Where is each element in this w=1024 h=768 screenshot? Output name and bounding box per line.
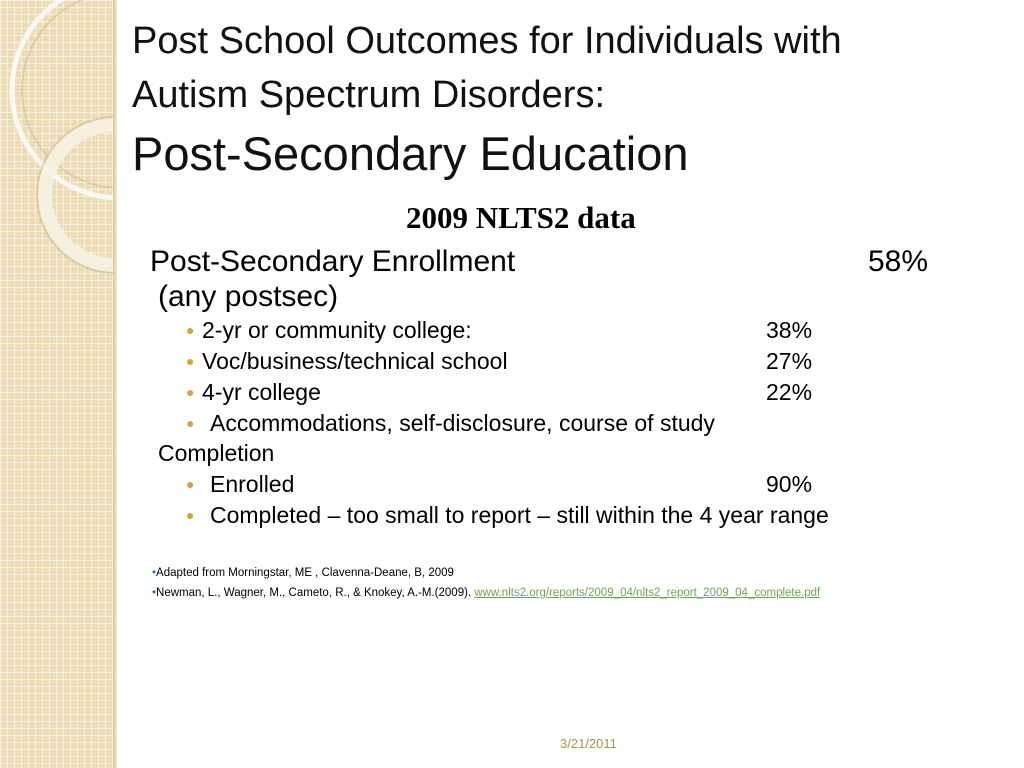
enrollment-item-value: 22%	[766, 379, 813, 405]
completion-item-value: 90%	[766, 471, 813, 497]
bullet-icon: ●	[186, 415, 195, 431]
enrollment-sublabel: (any postsec)	[158, 280, 339, 313]
reference-1-text: Adapted from Morningstar, ME , Clavenna-Deane, B, 2009	[156, 567, 454, 579]
bullet-icon: ●	[186, 384, 195, 400]
reference-1	[152, 567, 454, 579]
reference-bullet-icon: •	[152, 567, 157, 579]
enrollment-item-label: 2-yr or community college:	[202, 317, 472, 343]
enrollment-item-label: Voc/business/technical school	[202, 348, 508, 374]
title-line-2: Autism Spectrum Disorders:	[132, 74, 606, 116]
completion-label: Completion	[158, 440, 275, 466]
reference-bullet-icon: •	[152, 587, 157, 599]
reference-2-link[interactable]: www.nlts2.org/reports/2009_04/nlts2_report_2009_04_complete.pdf	[474, 587, 821, 599]
title-main: Post-Secondary Education	[132, 127, 689, 180]
enrollment-item-value: 27%	[766, 348, 813, 374]
decorative-sidebar	[0, 0, 113, 768]
slide-date: 3/21/2011	[560, 736, 617, 751]
decorative-circles	[0, 0, 113, 768]
sidebar-edge	[113, 0, 117, 768]
enrollment-value: 58%	[868, 245, 929, 278]
data-source-heading: 2009 NLTS2 data	[406, 200, 636, 235]
enrollment-label: Post-Secondary Enrollment	[150, 245, 516, 278]
enrollment-item-label: 4-yr college	[202, 379, 321, 405]
bullet-icon: ●	[186, 353, 195, 369]
bullet-icon: ●	[186, 476, 195, 492]
enrollment-item-label: Accommodations, self-disclosure, course of study	[210, 410, 715, 436]
title-line-1: Post School Outcomes for Individuals with	[132, 20, 842, 62]
reference-2	[152, 587, 820, 599]
completion-item-label: Completed – too small to report – still within the 4 year range	[210, 502, 829, 528]
reference-2-text: Newman, L., Wagner, M., Cameto, R., & Knokey, A.-M.(2009).	[156, 587, 475, 599]
enrollment-item-value: 38%	[766, 317, 813, 343]
bullet-icon: ●	[186, 507, 195, 523]
slide-title	[132, 14, 992, 184]
bullet-icon: ●	[186, 322, 195, 338]
completion-item-label: Enrolled	[210, 471, 295, 497]
